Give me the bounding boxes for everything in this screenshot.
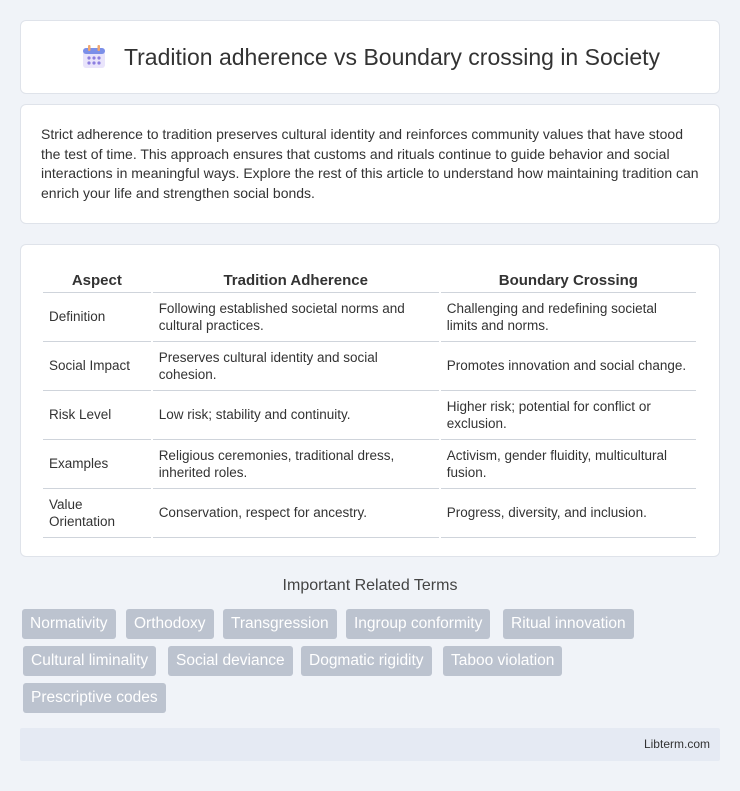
calendar-icon — [80, 43, 108, 71]
boundary-cell: Promotes innovation and social change. — [441, 342, 696, 391]
footer — [20, 728, 720, 761]
aspect-cell: Risk Level — [43, 391, 151, 440]
aspect-cell: Definition — [43, 293, 151, 342]
page-title: Tradition adherence vs Boundary crossing in Society — [123, 43, 661, 70]
tradition-cell: Preserves cultural identity and social cohesion. — [153, 342, 439, 391]
tradition-cell: Low risk; stability and continuity. — [153, 391, 439, 440]
table-row — [43, 489, 696, 538]
comparison-table — [41, 265, 698, 538]
term-chip-transgression[interactable]: Transgression — [223, 609, 337, 639]
table-row — [43, 440, 696, 489]
boundary-cell: Activism, gender fluidity, multicultural fusion. — [441, 440, 696, 489]
boundary-cell: Progress, diversity, and inclusion. — [441, 489, 696, 538]
tradition-cell: Religious ceremonies, traditional dress, inherited roles. — [153, 440, 439, 489]
term-chip-ritual-innovation[interactable]: Ritual innovation — [503, 609, 634, 639]
aspect-cell: Examples — [43, 440, 151, 489]
term-chip-taboo-violation[interactable]: Taboo violation — [443, 646, 562, 676]
header-tradition-adherence: Tradition Adherence — [153, 265, 439, 293]
boundary-cell: Challenging and redefining societal limits and norms. — [441, 293, 696, 342]
intro-card — [20, 104, 720, 224]
table-row — [43, 342, 696, 391]
header-boundary-crossing: Boundary Crossing — [441, 265, 696, 293]
related-terms-heading: Important Related Terms — [282, 577, 458, 594]
tradition-cell: Conservation, respect for ancestry. — [153, 489, 439, 538]
term-chip-social-deviance[interactable]: Social deviance — [168, 646, 293, 676]
footer-site-link[interactable]: Libterm.com — [643, 737, 710, 751]
tradition-cell: Following established societal norms and cultural practices. — [153, 293, 439, 342]
table-header-row — [43, 265, 696, 293]
header-aspect: Aspect — [43, 265, 151, 293]
table-row — [43, 293, 696, 342]
aspect-cell: Value Orientation — [43, 489, 151, 538]
term-chip-prescriptive-codes[interactable]: Prescriptive codes — [23, 683, 166, 713]
term-chip-orthodoxy[interactable]: Orthodoxy — [126, 609, 214, 639]
term-chip-cultural-liminality[interactable]: Cultural liminality — [23, 646, 156, 676]
term-chip-normativity[interactable]: Normativity — [22, 609, 116, 639]
comparison-table-card — [20, 244, 720, 557]
boundary-cell: Higher risk; potential for conflict or exclusion. — [441, 391, 696, 440]
term-chip-dogmatic-rigidity[interactable]: Dogmatic rigidity — [301, 646, 432, 676]
table-row — [43, 391, 696, 440]
term-chip-ingroup-conformity[interactable]: Ingroup conformity — [346, 609, 490, 639]
intro-paragraph: Strict adherence to tradition preserves cultural identity and reinforces community values that have stood the test of time. This approach ensures that customs and rituals continue to guide behavior and social interactions in meaningful ways. Explore the rest of this article to understand how maintaining tradition can enrich your life and strengthen social bonds. — [41, 126, 699, 201]
title-wrap — [80, 43, 660, 71]
title-card — [20, 20, 720, 94]
aspect-cell: Social Impact — [43, 342, 151, 391]
